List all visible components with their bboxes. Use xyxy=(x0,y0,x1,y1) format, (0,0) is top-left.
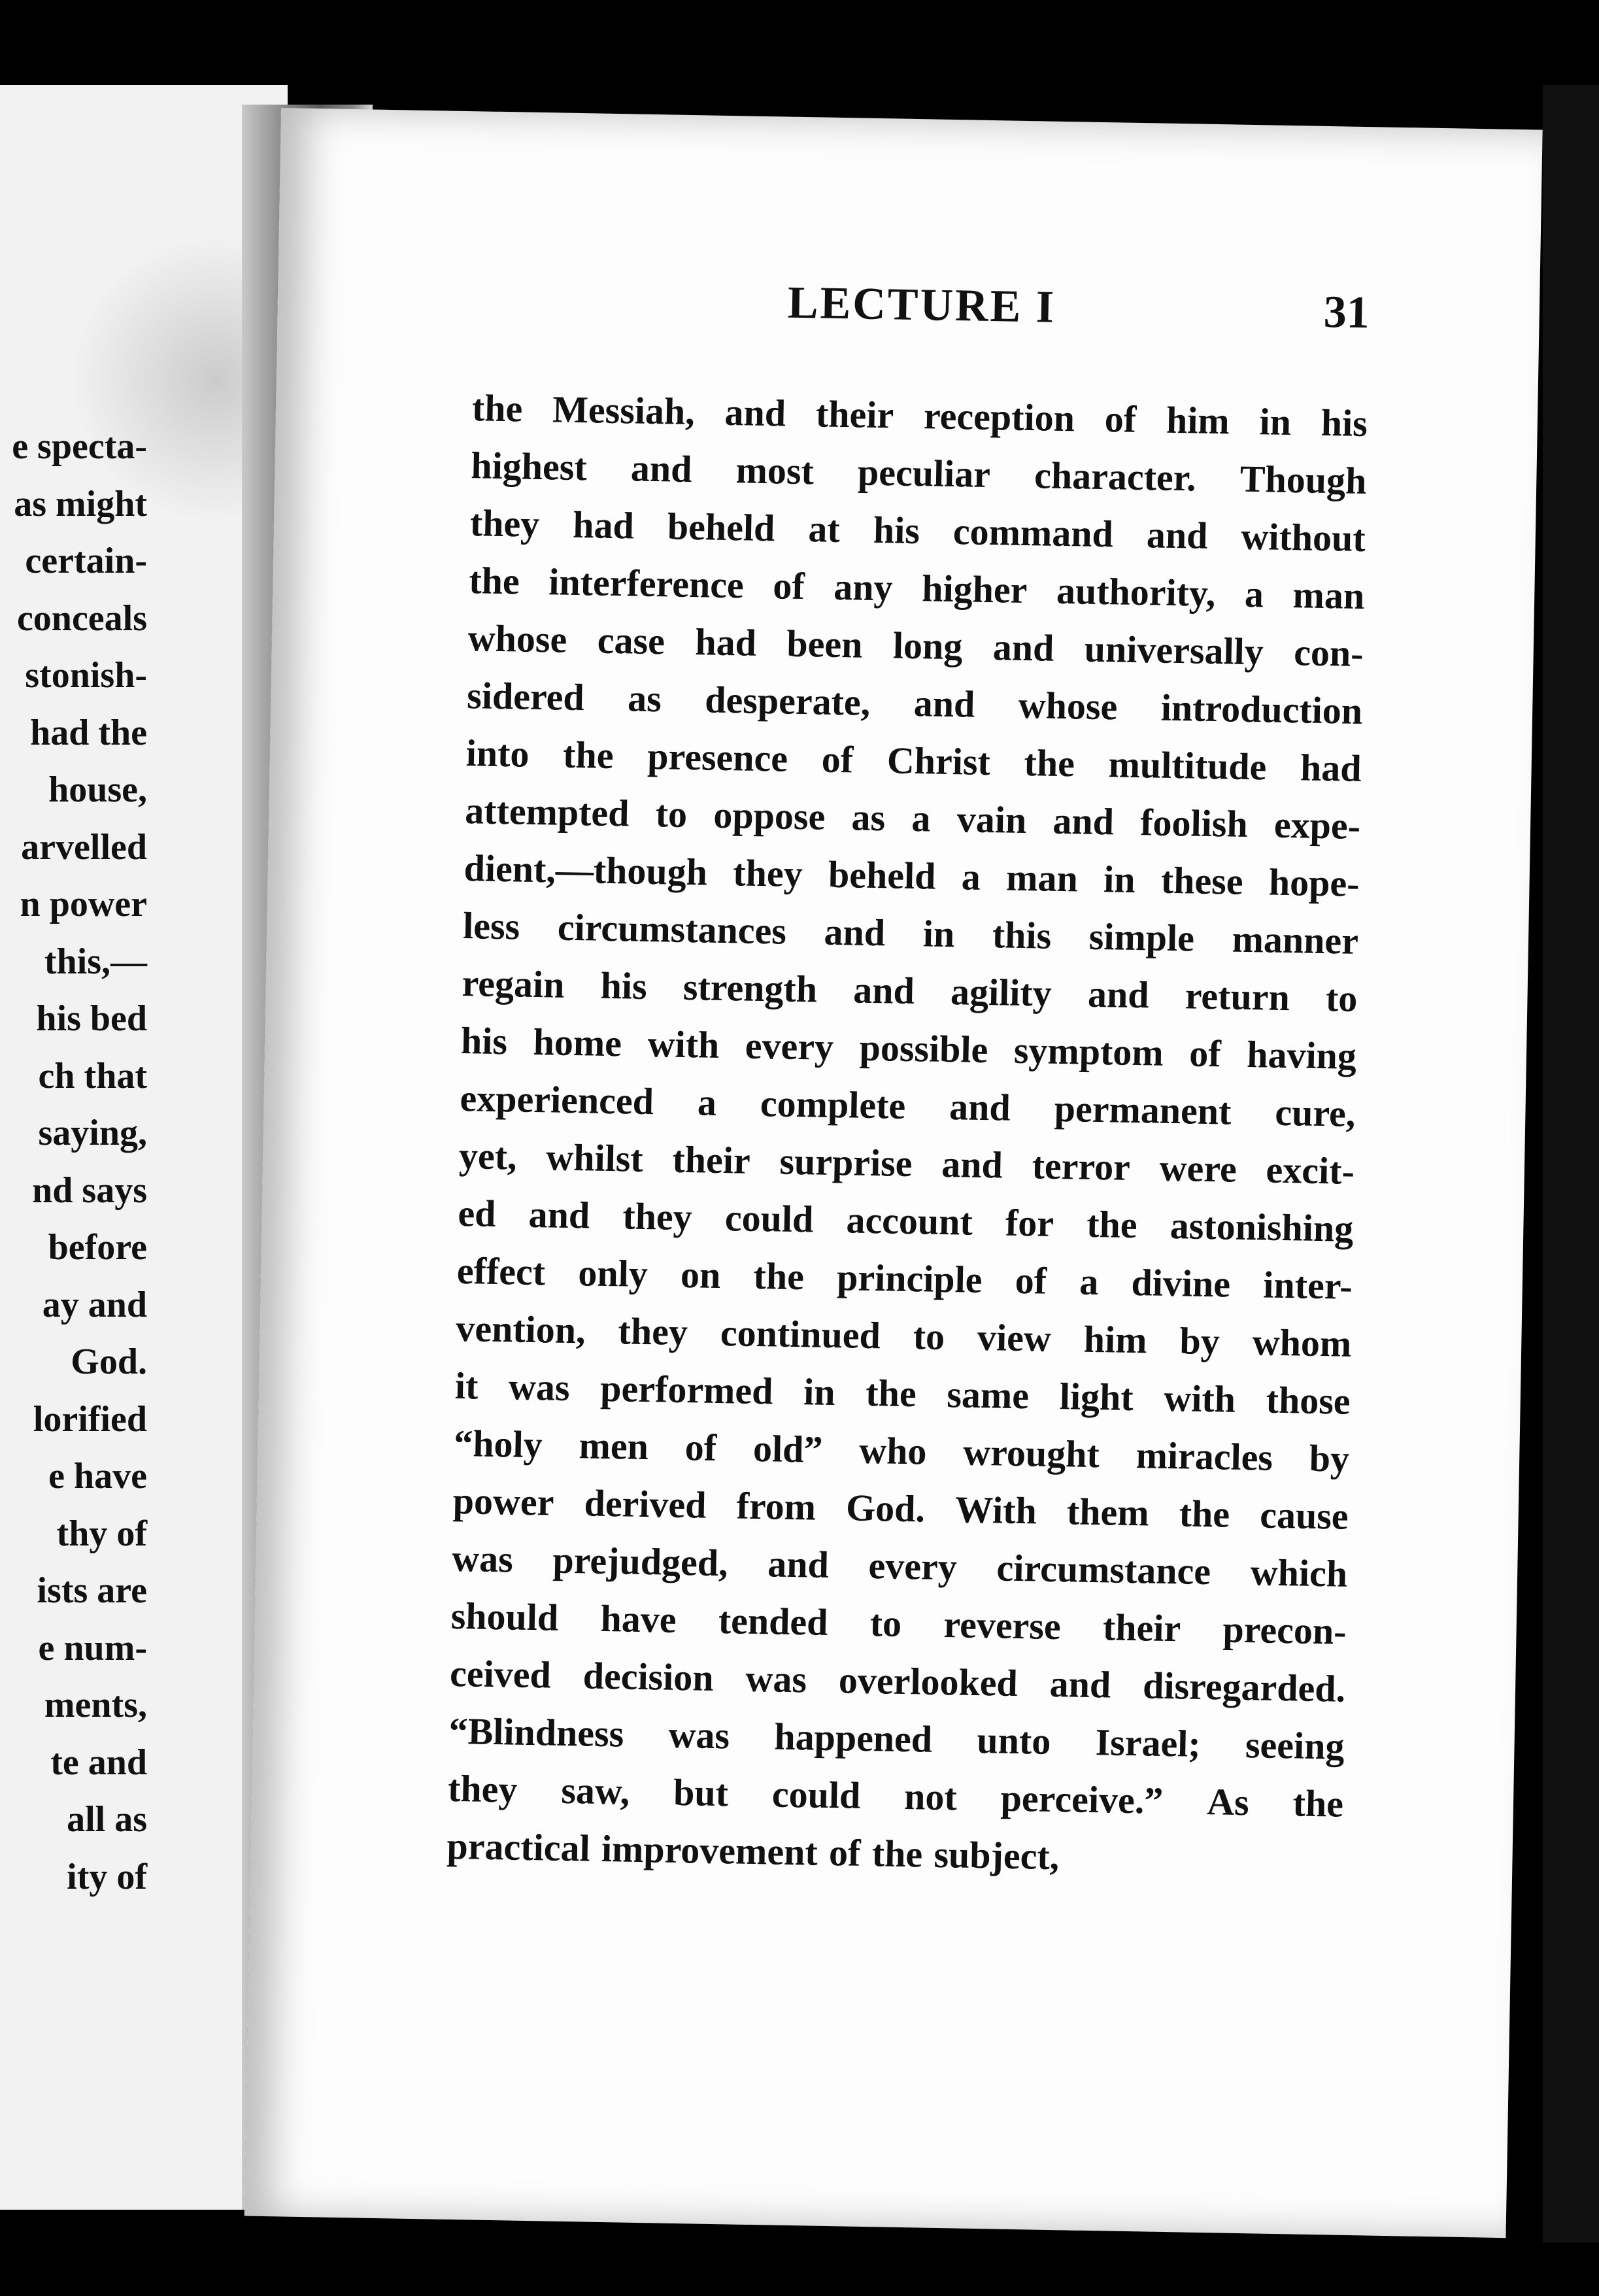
word: performed xyxy=(599,1366,774,1413)
word: as xyxy=(627,677,662,720)
word: the xyxy=(753,1254,805,1298)
word: surprise xyxy=(779,1140,913,1185)
left-page-text xyxy=(0,418,147,1906)
word: improvement xyxy=(601,1827,818,1874)
word: of xyxy=(684,1426,717,1469)
word: Israel; xyxy=(1095,1721,1202,1765)
word: light xyxy=(1059,1375,1134,1419)
word: circumstance xyxy=(996,1546,1211,1593)
word: they xyxy=(732,851,803,896)
word: whose xyxy=(467,616,567,661)
word: of xyxy=(1104,397,1137,441)
left-page-line: ity of xyxy=(67,1856,147,1897)
word: and xyxy=(630,447,693,491)
word: without xyxy=(1241,515,1366,560)
word: as xyxy=(851,796,886,839)
word: multitude xyxy=(1108,743,1267,788)
word: of xyxy=(1188,1032,1222,1075)
word: their xyxy=(1102,1606,1181,1650)
word: reverse xyxy=(943,1603,1062,1648)
word: cause xyxy=(1259,1493,1349,1538)
word: in xyxy=(1259,400,1292,444)
word: was xyxy=(451,1536,514,1581)
left-page-line: all as xyxy=(67,1799,147,1840)
word: his xyxy=(1321,401,1368,445)
word: highest xyxy=(470,444,588,489)
word: home xyxy=(533,1020,622,1065)
word: and xyxy=(724,390,786,435)
left-page-line: saying, xyxy=(38,1113,147,1153)
word: tended xyxy=(718,1599,829,1644)
word: had xyxy=(572,503,635,547)
word: case xyxy=(597,618,665,663)
word: the xyxy=(1024,741,1075,785)
word: sidered xyxy=(466,674,585,719)
word: they xyxy=(618,1309,688,1354)
word: it xyxy=(454,1364,479,1408)
left-page-line: ch that xyxy=(38,1055,147,1096)
word: to xyxy=(1325,977,1358,1020)
word: could xyxy=(724,1196,814,1241)
word: view xyxy=(977,1315,1052,1360)
word: “holy xyxy=(453,1421,543,1466)
word: him xyxy=(1083,1317,1148,1362)
left-page-line: e have xyxy=(48,1456,147,1496)
word: they xyxy=(469,501,540,545)
word: was xyxy=(668,1713,730,1757)
word: introduction xyxy=(1160,686,1363,733)
word: beheld xyxy=(667,505,775,550)
left-page-line: ists are xyxy=(37,1570,147,1611)
word: precon- xyxy=(1222,1608,1347,1653)
word: and xyxy=(913,682,975,726)
word: overlooked xyxy=(838,1659,1018,1705)
word: beheld xyxy=(828,853,937,898)
word: “Blindness xyxy=(448,1709,624,1755)
left-page-line: stonish- xyxy=(25,655,147,696)
left-page-line: had the xyxy=(30,712,147,753)
word: who xyxy=(858,1428,928,1473)
word: these xyxy=(1160,858,1244,903)
word: decision xyxy=(582,1654,715,1699)
word: into xyxy=(465,732,530,775)
left-page-line: thy of xyxy=(56,1513,147,1554)
word: to xyxy=(913,1315,945,1358)
word: was xyxy=(745,1657,807,1701)
word: complete xyxy=(760,1082,906,1127)
word: whose xyxy=(1018,683,1118,728)
word: only xyxy=(577,1251,648,1296)
left-page-line: te and xyxy=(50,1742,147,1783)
word: unto xyxy=(976,1718,1051,1763)
word: dient,—though xyxy=(463,847,708,894)
word: inter- xyxy=(1262,1263,1353,1308)
word: man xyxy=(1005,856,1079,900)
page-header xyxy=(277,268,1540,349)
word: and xyxy=(941,1142,1003,1187)
word: them xyxy=(1066,1490,1150,1534)
scan-right-edge xyxy=(1543,85,1599,2242)
word: hope- xyxy=(1268,860,1360,905)
word: long xyxy=(892,624,963,668)
word: terror xyxy=(1032,1144,1131,1189)
word: him xyxy=(1166,398,1230,443)
word: a xyxy=(911,797,932,840)
word: this xyxy=(992,913,1052,957)
word: the xyxy=(865,1371,917,1415)
word: should xyxy=(450,1594,559,1639)
word: attempted xyxy=(464,789,630,835)
left-page-line: this,— xyxy=(44,941,147,982)
word: As xyxy=(1206,1780,1250,1824)
word: but xyxy=(673,1770,729,1815)
word: strength xyxy=(682,965,818,1011)
word: ed xyxy=(457,1191,497,1235)
word: authority, xyxy=(1056,569,1216,615)
word: any xyxy=(833,565,894,609)
word: the xyxy=(562,733,614,777)
word: astonishing xyxy=(1170,1204,1354,1250)
word: the xyxy=(468,559,520,603)
word: foolish xyxy=(1139,801,1249,845)
word: were xyxy=(1159,1146,1237,1190)
word: every xyxy=(745,1024,834,1068)
word: and xyxy=(824,910,886,954)
word: same xyxy=(946,1373,1030,1417)
left-page-line: his bed xyxy=(36,998,147,1039)
word: the xyxy=(1086,1202,1138,1247)
word: of xyxy=(1015,1258,1047,1302)
word: their xyxy=(671,1138,751,1182)
word: of xyxy=(821,737,854,781)
left-page-line: arvelled xyxy=(21,826,147,868)
word: man xyxy=(1292,573,1365,618)
word: with xyxy=(647,1022,720,1066)
word: and xyxy=(528,1192,590,1237)
word: a xyxy=(697,1081,717,1124)
word: ceived xyxy=(449,1651,552,1697)
word: and xyxy=(1087,972,1150,1017)
word: a xyxy=(961,855,981,898)
word: possible xyxy=(859,1026,988,1072)
word: interference xyxy=(548,560,745,607)
word: was xyxy=(508,1365,571,1409)
word: miracles xyxy=(1136,1434,1273,1479)
word: practical xyxy=(446,1824,591,1870)
word: having xyxy=(1246,1033,1357,1077)
right-page xyxy=(244,108,1543,2238)
word: prejudged, xyxy=(552,1538,729,1585)
word: most xyxy=(735,448,815,493)
word: his xyxy=(460,1019,508,1063)
word: higher xyxy=(921,567,1028,612)
word: and xyxy=(767,1542,830,1586)
word: had xyxy=(694,620,757,664)
word: not xyxy=(903,1775,958,1819)
left-page-line: e num- xyxy=(38,1627,147,1668)
word: God. xyxy=(845,1486,926,1530)
word: power xyxy=(452,1479,555,1524)
word: old” xyxy=(752,1427,824,1471)
word: regain xyxy=(462,962,565,1006)
word: Messiah, xyxy=(552,388,696,433)
word: whilst xyxy=(545,1136,644,1180)
word: vain xyxy=(956,798,1027,842)
word: experienced xyxy=(460,1077,654,1123)
word: excit- xyxy=(1266,1148,1355,1192)
word: to xyxy=(655,792,688,836)
word: continued xyxy=(720,1311,881,1357)
word: account xyxy=(845,1198,973,1243)
word: simple xyxy=(1088,915,1195,960)
word: from xyxy=(736,1484,816,1528)
running-head-title: LECTURE I xyxy=(787,277,1056,333)
word: his xyxy=(600,964,648,1007)
word: oppose xyxy=(713,793,826,838)
left-page-line: as might xyxy=(14,483,147,524)
word: and xyxy=(1052,799,1115,843)
word: in xyxy=(922,912,955,956)
left-page-line: nd says xyxy=(32,1170,147,1211)
word: character. xyxy=(1034,454,1197,499)
word: Though xyxy=(1239,457,1367,503)
word: at xyxy=(807,507,841,551)
word: reception xyxy=(923,394,1075,440)
word: those xyxy=(1266,1378,1351,1423)
word: a xyxy=(1244,572,1264,616)
word: cure, xyxy=(1274,1090,1356,1135)
word: every xyxy=(868,1544,958,1589)
word: less xyxy=(462,904,520,948)
word: universally xyxy=(1084,627,1264,673)
word: seeing xyxy=(1245,1723,1345,1768)
left-page-line: certain- xyxy=(25,541,147,581)
body-text xyxy=(446,379,1368,1891)
word: could xyxy=(771,1772,861,1817)
word: the xyxy=(471,386,523,430)
word: con- xyxy=(1293,631,1364,675)
word: disregarded. xyxy=(1142,1664,1346,1710)
word: with xyxy=(1163,1376,1236,1421)
word: permanent xyxy=(1054,1087,1232,1133)
word: of xyxy=(772,564,805,608)
word: to xyxy=(869,1602,902,1645)
word: principle xyxy=(836,1256,983,1301)
word: they xyxy=(622,1194,693,1239)
word: a xyxy=(1079,1260,1099,1304)
word: effect xyxy=(456,1249,546,1294)
word: and xyxy=(992,626,1054,669)
word: happened xyxy=(773,1715,933,1761)
word: perceive.” xyxy=(1000,1776,1164,1822)
word: his xyxy=(873,508,920,552)
word: circumstances xyxy=(557,905,787,953)
word: the xyxy=(871,1832,923,1876)
word: been xyxy=(786,622,864,666)
left-page-line: ments, xyxy=(44,1685,147,1725)
left-page-line: e specta- xyxy=(12,426,147,467)
word: they xyxy=(447,1766,518,1811)
word: Christ xyxy=(886,739,991,784)
word: manner xyxy=(1232,917,1359,962)
word: symptom xyxy=(1013,1028,1164,1074)
word: which xyxy=(1250,1551,1348,1595)
word: men xyxy=(579,1424,649,1468)
word: return xyxy=(1185,974,1290,1019)
left-page-line: before xyxy=(48,1227,147,1268)
word: whom xyxy=(1252,1321,1352,1365)
word: presence xyxy=(647,734,788,780)
word: their xyxy=(815,392,894,437)
word: yet, xyxy=(458,1134,518,1178)
word: peculiar xyxy=(857,450,991,496)
word: command xyxy=(952,510,1114,556)
word: saw, xyxy=(560,1768,630,1813)
word: by xyxy=(1179,1319,1220,1363)
word: agility xyxy=(950,970,1052,1015)
word: on xyxy=(680,1253,721,1297)
word: desperate, xyxy=(704,678,871,724)
word: expe- xyxy=(1273,803,1361,847)
word: by xyxy=(1309,1436,1350,1480)
left-page-line: God. xyxy=(71,1342,147,1382)
word: and xyxy=(852,968,915,1013)
word: and xyxy=(1146,513,1209,557)
word: of xyxy=(828,1831,862,1874)
word: vention, xyxy=(455,1306,586,1352)
left-page-line: lorified xyxy=(33,1398,147,1440)
word: With xyxy=(954,1488,1037,1532)
left-page-line: conceals xyxy=(16,598,147,639)
word: for xyxy=(1005,1201,1054,1245)
left-page-line: ay and xyxy=(42,1284,147,1325)
word: the xyxy=(1292,1781,1344,1825)
word: in xyxy=(803,1370,836,1414)
word: the xyxy=(1179,1492,1230,1536)
word: derived xyxy=(584,1481,707,1527)
word: in xyxy=(1103,858,1136,901)
word: divine xyxy=(1131,1260,1231,1306)
left-page-line: n power xyxy=(20,884,147,924)
word: and xyxy=(949,1085,1011,1129)
word: subject, xyxy=(933,1832,1060,1878)
word: have xyxy=(600,1596,677,1641)
word: and xyxy=(1049,1662,1111,1706)
left-page-line: house, xyxy=(48,769,147,810)
page-number: 31 xyxy=(1323,286,1370,339)
word: wrought xyxy=(962,1430,1100,1476)
word: had xyxy=(1300,746,1362,790)
